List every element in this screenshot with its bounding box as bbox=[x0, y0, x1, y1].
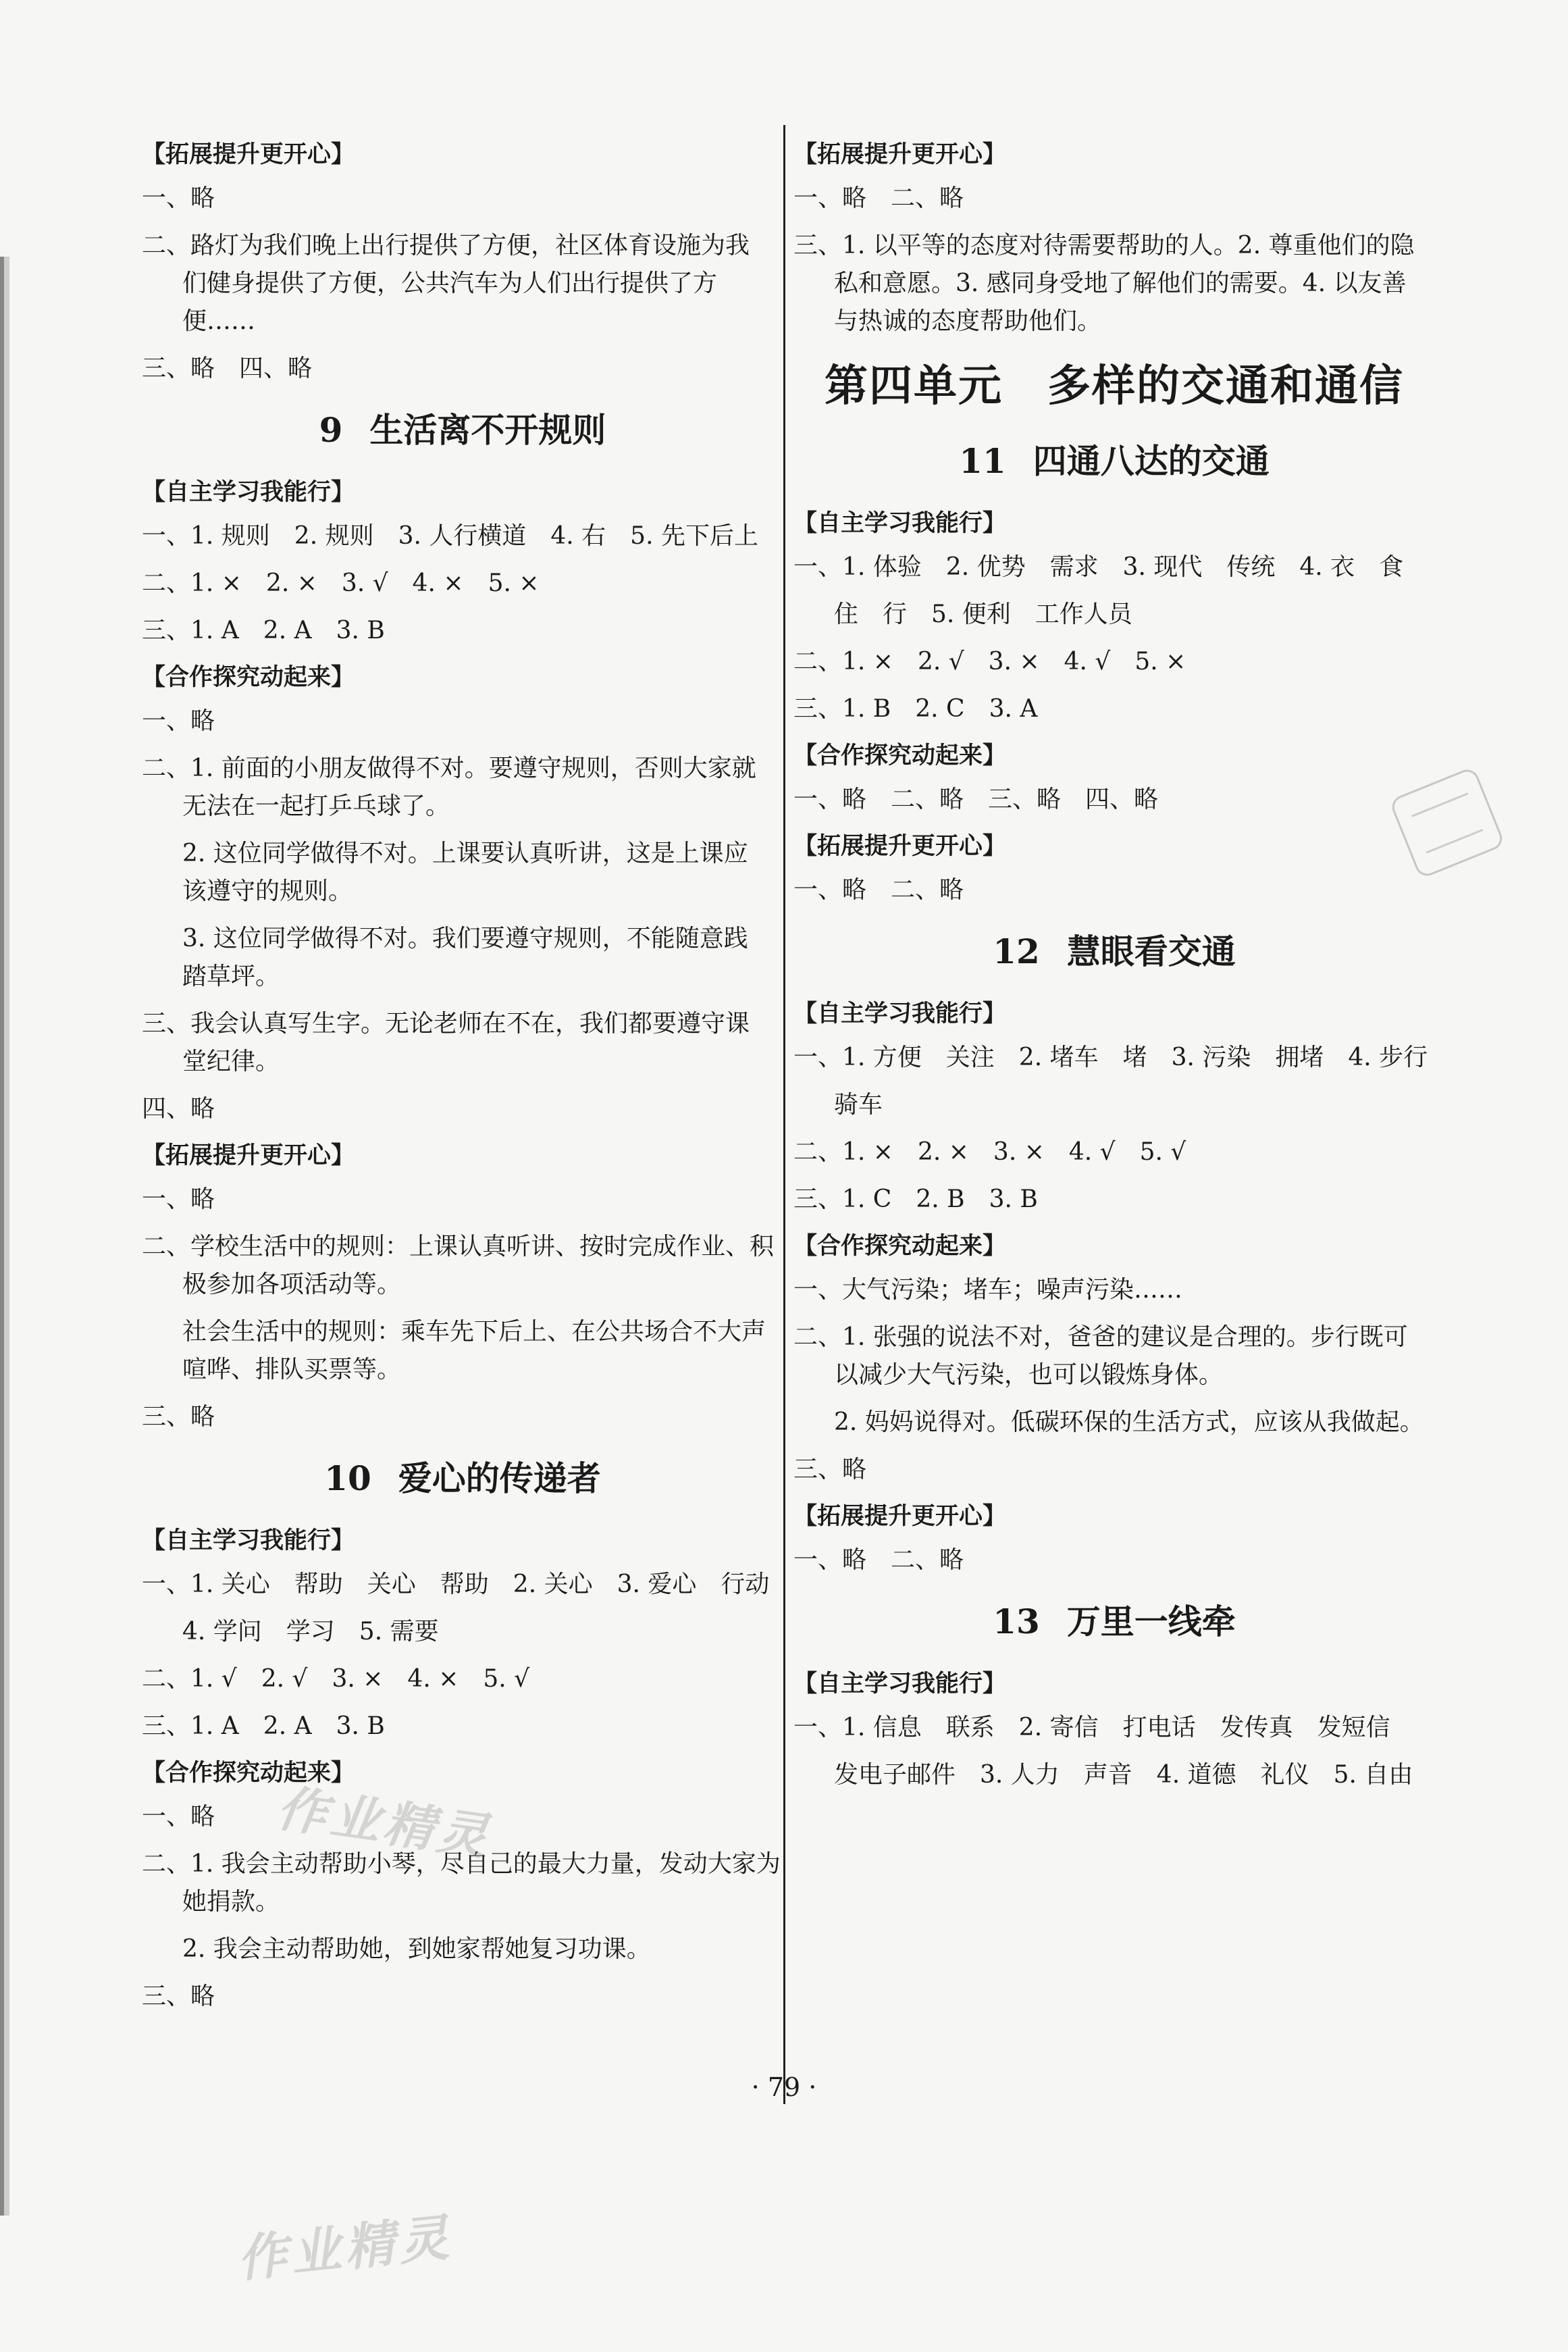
answer-line-continued: 极参加各项活动等。 bbox=[182, 1271, 402, 1298]
answer-line: 2. 我会主动帮助她，到她家帮她复习功课。 bbox=[182, 1935, 651, 1963]
lesson-title-text: 生活离不开规则 bbox=[369, 411, 606, 450]
lesson-title bbox=[142, 1456, 783, 1501]
answer-line: 一、略 bbox=[142, 1803, 215, 1831]
answer-line: 发电子邮件 3. 人力 声音 4. 道德 礼仪 5. 自由 bbox=[834, 1761, 1413, 1789]
answer-line: 一、略 二、略 bbox=[793, 1546, 964, 1574]
answer-line: 一、略 二、略 bbox=[793, 184, 964, 212]
section-heading: 【自主学习我能行】 bbox=[142, 478, 355, 506]
answer-line: 三、1. A 2. A 3. B bbox=[142, 1712, 385, 1740]
answer-line: 二、1. √ 2. √ 3. × 4. × 5. √ bbox=[142, 1665, 530, 1693]
answer-line: 一、略 二、略 bbox=[793, 876, 964, 904]
page-edge-shadow bbox=[0, 257, 27, 2216]
lesson-title-text: 爱心的传递者 bbox=[398, 1459, 601, 1498]
answer-line: 一、略 bbox=[142, 1185, 215, 1213]
answer-line: 一、1. 方便 关注 2. 堵车 堵 3. 污染 拥堵 4. 步行 bbox=[793, 1044, 1428, 1071]
answer-line-continued: 堂纪律。 bbox=[182, 1048, 280, 1075]
answer-line: 二、1. 我会主动帮助小琴，尽自己的最大力量，发动大家为 bbox=[142, 1850, 781, 1878]
section-heading: 【拓展提升更开心】 bbox=[793, 832, 1007, 860]
answer-line: 二、1. × 2. √ 3. × 4. √ 5. × bbox=[793, 648, 1186, 675]
section-heading: 【拓展提升更开心】 bbox=[142, 1142, 355, 1169]
lesson-title bbox=[793, 929, 1435, 974]
answer-line: 骑车 bbox=[834, 1091, 883, 1119]
lesson-number: 12 bbox=[993, 931, 1040, 971]
section-heading: 【拓展提升更开心】 bbox=[793, 1502, 1007, 1530]
lesson-title-text: 万里一线牵 bbox=[1066, 1602, 1236, 1641]
watermark: 作业精灵 bbox=[234, 2208, 456, 2289]
answer-line: 社会生活中的规则：乘车先下后上、在公共场合不大声 bbox=[182, 1318, 766, 1346]
section-heading: 【自主学习我能行】 bbox=[142, 1527, 355, 1554]
section-heading: 【合作探究动起来】 bbox=[793, 742, 1007, 769]
answer-line: 三、1. B 2. C 3. A bbox=[793, 695, 1038, 723]
answer-line: 二、1. × 2. × 3. × 4. √ 5. √ bbox=[793, 1138, 1186, 1166]
answer-line-continued: 私和意愿。3. 感同身受地了解他们的需要。4. 以友善 bbox=[834, 270, 1407, 297]
answer-line: 三、略 四、略 bbox=[142, 355, 313, 382]
answer-line: 一、大气污染；堵车；噪声污染…… bbox=[793, 1276, 1183, 1304]
answer-line: 一、1. 关心 帮助 关心 帮助 2. 关心 3. 爱心 行动 bbox=[142, 1570, 770, 1598]
lesson-title-text: 四通八达的交通 bbox=[1033, 442, 1270, 481]
answer-line: 二、1. × 2. × 3. √ 4. × 5. × bbox=[142, 569, 540, 597]
lesson-number: 11 bbox=[959, 441, 1006, 481]
section-heading: 【拓展提升更开心】 bbox=[142, 140, 355, 168]
left-column bbox=[142, 128, 783, 2028]
answer-line: 三、我会认真写生字。无论老师在不在，我们都要遵守课 bbox=[142, 1010, 750, 1038]
column-divider bbox=[783, 125, 785, 2104]
lesson-title bbox=[142, 408, 783, 453]
answer-line: 一、1. 规则 2. 规则 3. 人行横道 4. 右 5. 先下后上 bbox=[142, 522, 758, 550]
answer-line: 三、略 bbox=[142, 1403, 215, 1431]
answer-line-continued: 们健身提供了方便，公共汽车为人们出行提供了方 bbox=[182, 270, 718, 297]
answer-line: 一、略 bbox=[142, 707, 215, 735]
watermark: 作业精灵 bbox=[273, 1779, 496, 1867]
section-heading: 【自主学习我能行】 bbox=[793, 1000, 1007, 1027]
answer-line-continued: 无法在一起打乒乓球了。 bbox=[182, 792, 450, 820]
answer-line-continued: 她捐款。 bbox=[182, 1888, 280, 1916]
lesson-number: 13 bbox=[993, 1602, 1040, 1641]
answer-line: 3. 这位同学做得不对。我们要遵守规则，不能随意践 bbox=[182, 925, 748, 952]
answer-line-continued: 便…… bbox=[182, 307, 256, 335]
answer-line: 二、1. 张强的说法不对，爸爸的建议是合理的。步行既可 bbox=[793, 1323, 1408, 1351]
section-heading: 【合作探究动起来】 bbox=[793, 1232, 1007, 1260]
answer-line: 二、路灯为我们晚上出行提供了方便，社区体育设施为我 bbox=[142, 232, 750, 259]
lesson-title-text: 慧眼看交通 bbox=[1066, 932, 1236, 971]
page-number: · 79 · bbox=[751, 2072, 817, 2102]
answer-line: 一、略 bbox=[142, 184, 215, 212]
section-heading: 【拓展提升更开心】 bbox=[793, 140, 1007, 168]
answer-line: 一、略 二、略 三、略 四、略 bbox=[793, 786, 1159, 813]
answer-line-continued: 喧哗、排队买票等。 bbox=[182, 1356, 402, 1383]
answer-line: 一、1. 信息 联系 2. 寄信 打电话 发传真 发短信 bbox=[793, 1714, 1390, 1741]
section-heading: 【自主学习我能行】 bbox=[793, 1670, 1007, 1697]
section-heading: 【合作探究动起来】 bbox=[142, 663, 355, 691]
answer-line-continued: 以减少大气污染，也可以锻炼身体。 bbox=[834, 1361, 1224, 1389]
answer-line: 三、1. A 2. A 3. B bbox=[142, 617, 385, 644]
answer-line: 2. 这位同学做得不对。上课要认真听讲，这是上课应 bbox=[182, 840, 748, 867]
answer-line: 4. 学问 学习 5. 需要 bbox=[182, 1618, 439, 1645]
lesson-title bbox=[793, 439, 1435, 484]
answer-line-continued: 与热诚的态度帮助他们。 bbox=[834, 307, 1102, 335]
answer-line: 四、略 bbox=[142, 1095, 215, 1123]
answer-line-continued: 该遵守的规则。 bbox=[182, 877, 353, 905]
lesson-number: 10 bbox=[324, 1458, 371, 1498]
answer-line: 2. 妈妈说得对。低碳环保的生活方式，应该从我做起。 bbox=[834, 1408, 1424, 1436]
section-heading: 【自主学习我能行】 bbox=[793, 509, 1007, 537]
answer-line: 二、学校生活中的规则：上课认真听讲、按时完成作业、积 bbox=[142, 1233, 775, 1260]
unit-title: 第四单元 多样的交通和通信 bbox=[825, 361, 1404, 411]
answer-line: 三、略 bbox=[793, 1456, 867, 1483]
answer-line-continued: 踏草坪。 bbox=[182, 963, 280, 990]
answer-line: 三、1. C 2. B 3. B bbox=[793, 1185, 1038, 1213]
lesson-title bbox=[793, 1600, 1435, 1644]
answer-line: 住 行 5. 便利 工作人员 bbox=[834, 600, 1132, 628]
section-heading: 【合作探究动起来】 bbox=[142, 1759, 355, 1787]
answer-line: 二、1. 前面的小朋友做得不对。要遵守规则，否则大家就 bbox=[142, 755, 756, 782]
answer-line: 三、1. 以平等的态度对待需要帮助的人。2. 尊重他们的隐 bbox=[793, 232, 1415, 259]
lesson-number: 9 bbox=[319, 410, 343, 450]
answer-line: 一、1. 体验 2. 优势 需求 3. 现代 传统 4. 衣 食 bbox=[793, 553, 1404, 581]
answer-line: 三、略 bbox=[142, 1983, 215, 2010]
right-column bbox=[793, 128, 1435, 1806]
